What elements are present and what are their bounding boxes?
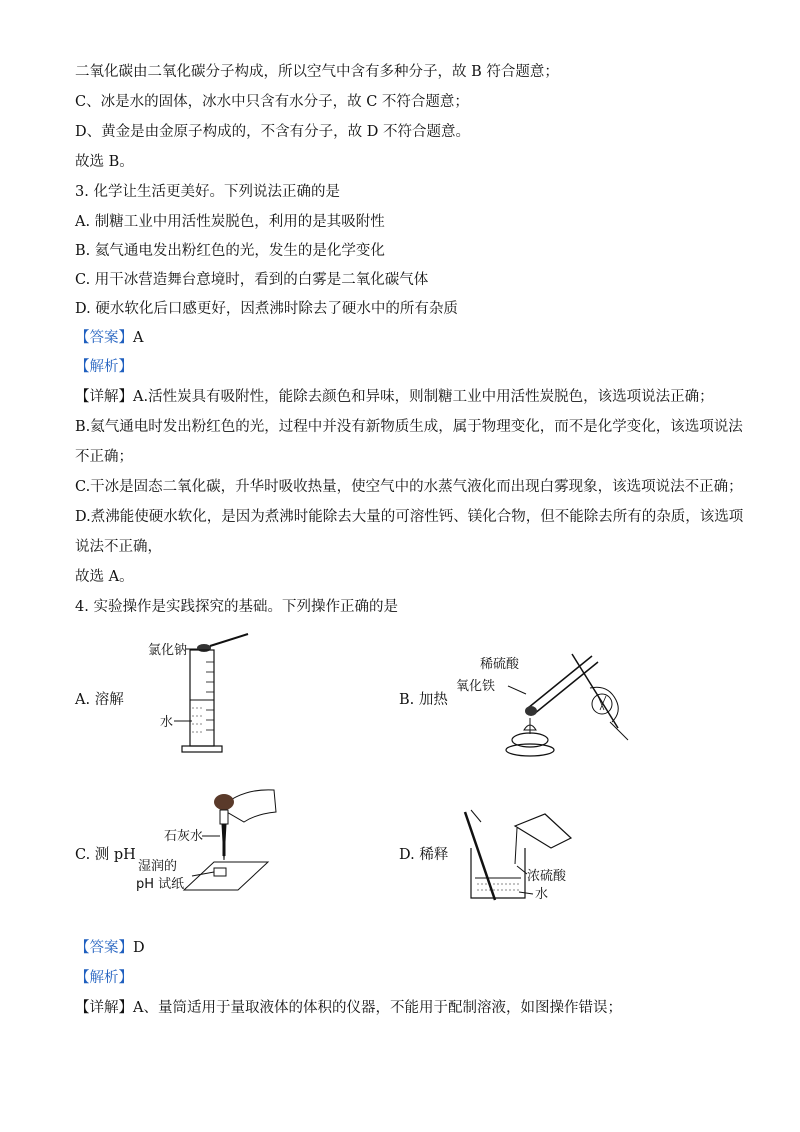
dilute-sulfuric-acid-label: 稀硫酸 bbox=[480, 657, 520, 672]
question-3-option-c: C. 用干冰营造舞台意境时，看到的白雾是二氧化碳气体 bbox=[75, 272, 429, 288]
analysis-tag: 【解析】 bbox=[75, 359, 133, 375]
question-3-option-b: B. 氦气通电发出粉红色的光，发生的是化学变化 bbox=[75, 243, 385, 259]
ph-paper-label: pH 试纸 bbox=[136, 877, 185, 892]
question-3-detail-b1: B.氦气通电时发出粉红色的光，过程中并没有新物质生成，属于物理变化，而不是化学变化，该选项说法 bbox=[75, 419, 743, 435]
question-3-detail-a bbox=[75, 387, 714, 407]
question-3-detail-d1: D.煮沸能使硬水软化，是因为煮沸时能除去大量的可溶性钙、镁化合物，但不能除去所有的杂质，该选项 bbox=[75, 509, 744, 525]
question-4-detail-a bbox=[75, 998, 622, 1018]
question-3-option-a: A. 制糖工业中用活性炭脱色，利用的是其吸附性 bbox=[75, 214, 385, 230]
limewater-label: 石灰水 bbox=[164, 829, 204, 844]
text-line: 故选 B。 bbox=[75, 154, 134, 170]
question-4-answer bbox=[75, 938, 145, 958]
water-label-d: 水 bbox=[535, 887, 549, 902]
wet-label: 湿润的 bbox=[138, 859, 178, 874]
dissolve-figure bbox=[148, 624, 268, 756]
question-3-detail-b2: 不正确； bbox=[75, 449, 133, 465]
question-4-option-a: A. 溶解 bbox=[75, 692, 124, 708]
answer-tag: 【答案】 bbox=[75, 330, 133, 346]
text-line: C、冰是水的固体，冰水中只含有水分子，故 C 不符合题意； bbox=[75, 94, 469, 110]
iron-oxide-label: 氧化铁 bbox=[456, 679, 496, 694]
question-3-detail-c: C.干冰是固态二氧化碳，升华时吸收热量，使空气中的水蒸气液化而出现白雾现象，该选项说法不正确； bbox=[75, 479, 743, 495]
conc-sulfuric-acid-label: 浓硫酸 bbox=[527, 869, 567, 884]
water-label: 水 bbox=[160, 715, 174, 730]
question-3-conclusion: 故选 A。 bbox=[75, 569, 134, 585]
question-3-detail-d2: 说法不正确， bbox=[75, 539, 162, 555]
question-3-option-d: D. 硬水软化后口感更好，因煮沸时除去了硬水中的所有杂质 bbox=[75, 301, 458, 317]
question-4-option-d: D. 稀释 bbox=[399, 847, 449, 863]
question-4-analysis bbox=[75, 968, 133, 988]
sodium-chloride-label: 氯化钠 bbox=[148, 643, 188, 658]
answer-tag: 【答案】 bbox=[75, 940, 133, 956]
question-3-analysis bbox=[75, 357, 133, 377]
question-3-answer bbox=[75, 328, 143, 348]
detail-text: A、量筒适用于量取液体的体积的仪器，不能用于配制溶液，如图操作错误； bbox=[133, 1000, 622, 1016]
dilution-figure bbox=[455, 808, 585, 908]
question-3-stem: 3. 化学让生活更美好。下列说法正确的是 bbox=[75, 184, 340, 200]
text-line: D、黄金是由金原子构成的，不含有分子，故 D 不符合题意。 bbox=[75, 124, 470, 140]
answer-value: D bbox=[133, 940, 145, 956]
text-line: 二氧化碳由二氧化碳分子构成，所以空气中含有多种分子，故 B 符合题意； bbox=[75, 64, 559, 80]
detail-tag: 【详解】 bbox=[75, 1000, 133, 1016]
detail-tag: 【详解】 bbox=[75, 389, 133, 405]
analysis-tag: 【解析】 bbox=[75, 970, 133, 986]
heating-figure bbox=[450, 648, 640, 760]
question-4-option-b: B. 加热 bbox=[399, 692, 448, 708]
question-4-option-c: C. 测 pH bbox=[75, 847, 136, 863]
question-4-stem: 4. 实验操作是实践探究的基础。下列操作正确的是 bbox=[75, 599, 398, 615]
ph-test-figure bbox=[136, 784, 278, 900]
detail-text: A.活性炭具有吸附性，能除去颜色和异味，则制糖工业中用活性炭脱色，该选项说法正确； bbox=[133, 389, 714, 405]
answer-value: A bbox=[133, 330, 144, 346]
